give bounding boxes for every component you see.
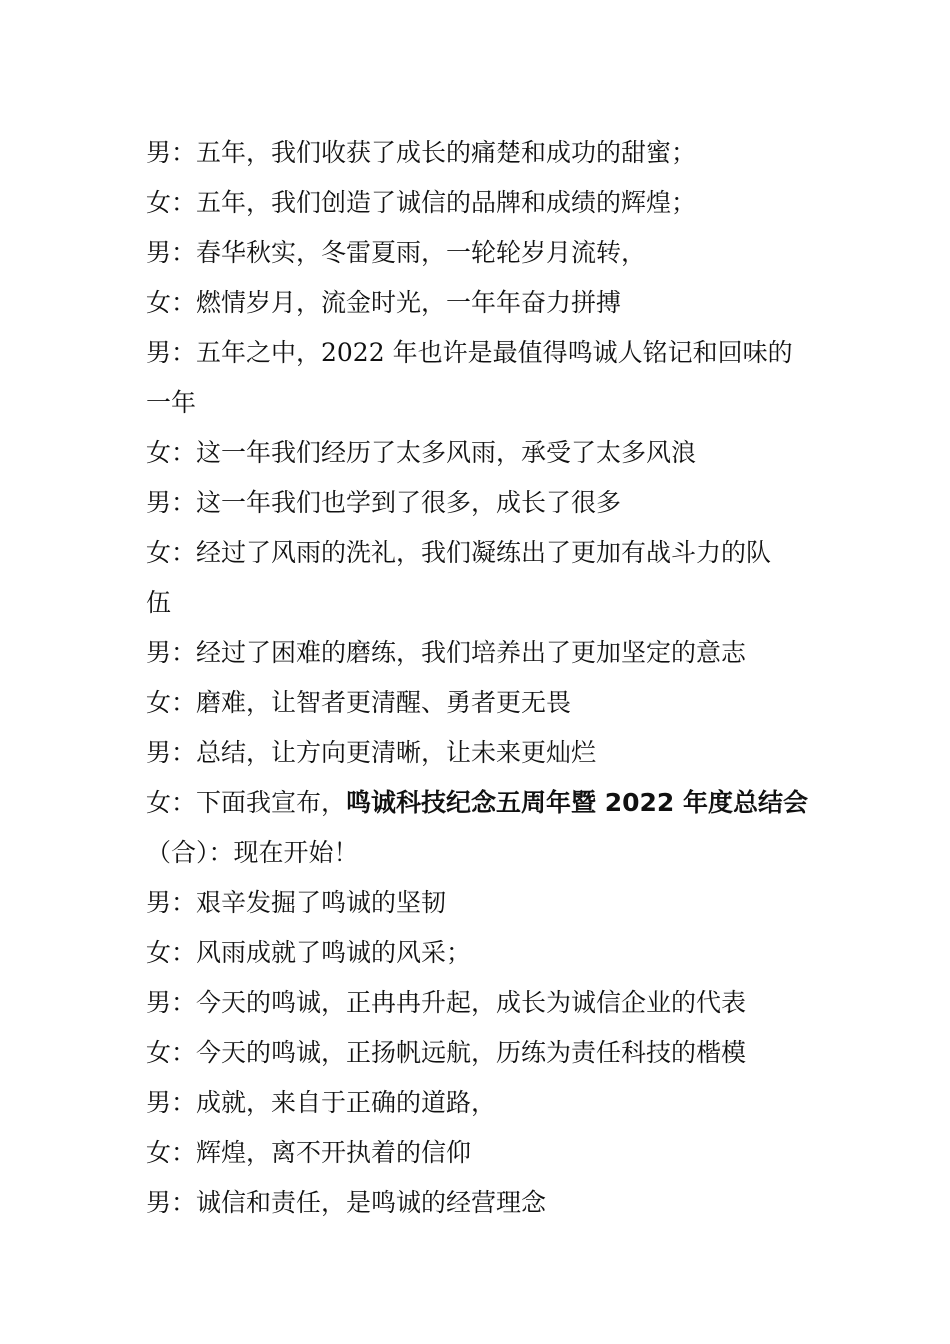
dialogue-line: 男：五年之中，2022 年也许是最值得鸣诚人铭记和回味的 xyxy=(146,338,793,367)
dialogue-line: 女：辉煌，离不开执着的信仰 xyxy=(146,1138,472,1167)
dialogue-line: 男：经过了困难的磨练，我们培养出了更加坚定的意志 xyxy=(146,638,747,667)
script-text xyxy=(146,128,816,1228)
event-title: 鸣诚科技纪念五周年暨 2022 年度总结会 xyxy=(346,788,809,817)
dialogue-line: 女：磨难，让智者更清醒、勇者更无畏 xyxy=(146,688,572,717)
dialogue-line: 女：今天的鸣诚，正扬帆远航，历练为责任科技的楷模 xyxy=(146,1038,747,1067)
dialogue-line: 男：这一年我们也学到了很多，成长了很多 xyxy=(146,488,622,517)
dialogue-line: 男：诚信和责任，是鸣诚的经营理念 xyxy=(146,1188,547,1217)
announcement-line xyxy=(146,778,816,828)
dialogue-line: 男：艰辛发掘了鸣诚的坚韧 xyxy=(146,888,447,917)
dialogue-line: 男：春华秋实，冬雷夏雨，一轮轮岁月流转， xyxy=(146,238,647,267)
dialogue-line: 女：这一年我们经历了太多风雨，承受了太多风浪 xyxy=(146,438,697,467)
dialogue-line: 女：风雨成就了鸣诚的风采； xyxy=(146,938,472,967)
dialogue-line: 女：五年，我们创造了诚信的品牌和成绩的辉煌； xyxy=(146,188,697,217)
dialogue-line: 男：五年，我们收获了成长的痛楚和成功的甜蜜； xyxy=(146,138,697,167)
dialogue-line-continuation: 伍 xyxy=(146,588,172,617)
dialogue-line: 男：成就，来自于正确的道路， xyxy=(146,1088,497,1117)
dialogue-line: 男：总结，让方向更清晰，让未来更灿烂 xyxy=(146,738,597,767)
dialogue-line: 女：经过了风雨的洗礼，我们凝练出了更加有战斗力的队 xyxy=(146,538,772,567)
dialogue-line-continuation: 一年 xyxy=(146,388,197,417)
dialogue-line: 男：今天的鸣诚，正冉冉升起，成长为诚信企业的代表 xyxy=(146,988,747,1017)
dialogue-line: 女：燃情岁月，流金时光，一年年奋力拼搏 xyxy=(146,288,622,317)
dialogue-line: （合）：现在开始！ xyxy=(146,838,359,867)
announcement-prefix: 女：下面我宣布， xyxy=(146,788,347,817)
